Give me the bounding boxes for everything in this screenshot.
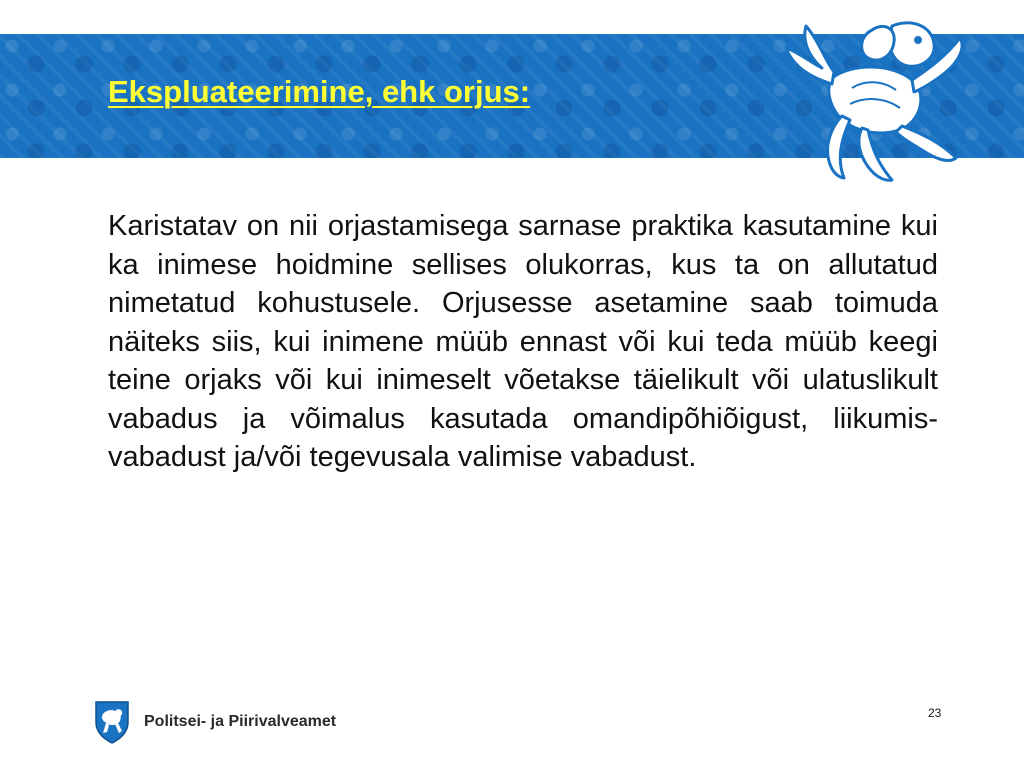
footer-logo <box>94 700 336 744</box>
lion-crest-icon <box>772 8 982 194</box>
lion-shield-icon <box>94 700 130 744</box>
body-paragraph: Karistatav on nii orjastamisega sarnase praktika kasutamine kui ka inimese hoidmine sellises olukorras, kus ta on allutatud nimetatud kohustusele. Orjusesse asetamine saab toimuda näiteks siis, kui inimene müüb ennast või kui teda müüb keegi teine orjaks või kui inimeselt võetakse täielikult või ulatuslikult vabadus ja võimalus kasutada omandipõhiõigust, liikumis-vabadust ja/või tegevusala valimise vabadust. <box>108 210 938 473</box>
page-number: 23 <box>928 706 942 720</box>
slide-title: Ekspluateerimine, ehk orjus: <box>108 74 531 109</box>
organization-name: Politsei- ja Piirivalveamet <box>144 713 337 730</box>
